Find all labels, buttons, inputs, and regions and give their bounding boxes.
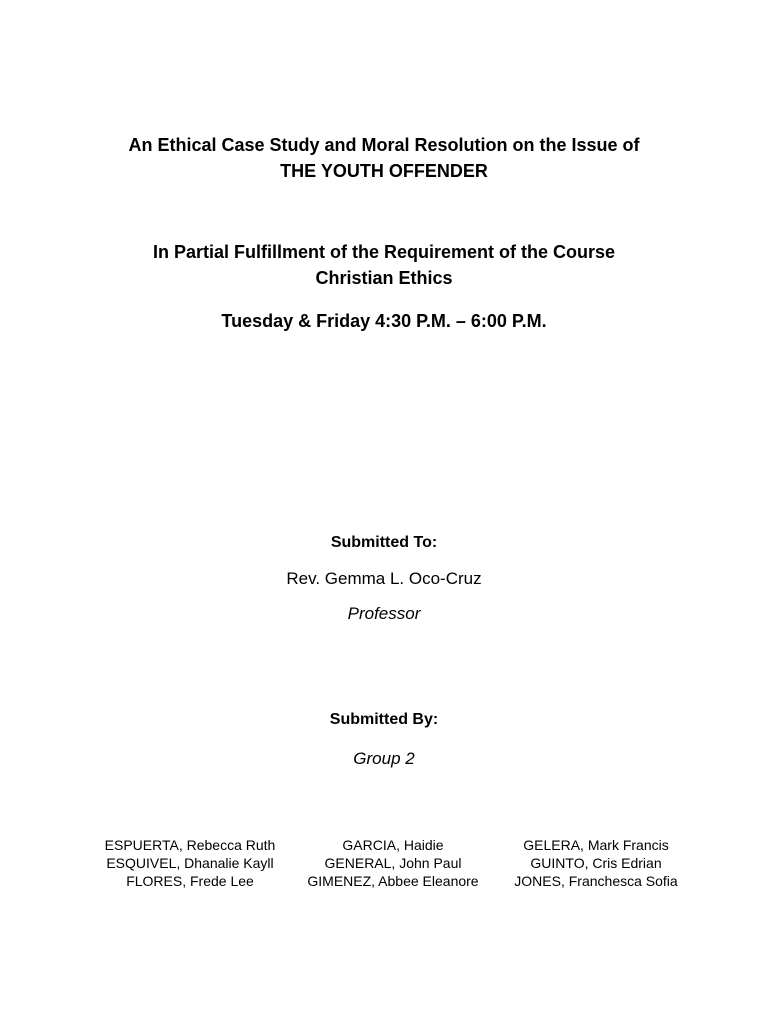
title-line-1: An Ethical Case Study and Moral Resolution on the Issue of [128, 135, 640, 155]
submitted-by-label: Submitted By: [329, 711, 439, 728]
professor-role: Professor [347, 604, 421, 623]
members-list [90, 836, 696, 890]
requirement-line-1: In Partial Fulfillment of the Requirement of the Course [152, 242, 616, 262]
document-title [0, 132, 768, 184]
title-line-2: THE YOUTH OFFENDER [280, 161, 488, 181]
member-name: FLORES, Frede Lee [126, 873, 254, 889]
members-column-3 [496, 836, 696, 890]
member-name: GARCIA, Haidie [342, 837, 444, 853]
group-name: Group 2 [353, 749, 415, 768]
member-name: GIMENEZ, Abbee Eleanore [307, 873, 479, 889]
member-name: GELERA, Mark Francis [523, 837, 669, 853]
course-name: Christian Ethics [315, 268, 453, 288]
member-name: GENERAL, John Paul [324, 855, 462, 871]
members-column-2 [293, 836, 493, 890]
member-name: ESPUERTA, Rebecca Ruth [104, 837, 276, 853]
submitted-to-label: Submitted To: [330, 534, 438, 551]
member-name: ESQUIVEL, Dhanalie Kayll [106, 855, 274, 871]
members-column-1 [90, 836, 290, 890]
member-name: GUINTO, Cris Edrian [530, 855, 662, 871]
member-name: JONES, Franchesca Sofia [514, 873, 678, 889]
requirement-statement [0, 239, 768, 291]
class-schedule: Tuesday & Friday 4:30 P.M. – 6:00 P.M. [221, 311, 547, 331]
professor-name: Rev. Gemma L. Oco-Cruz [286, 569, 482, 588]
